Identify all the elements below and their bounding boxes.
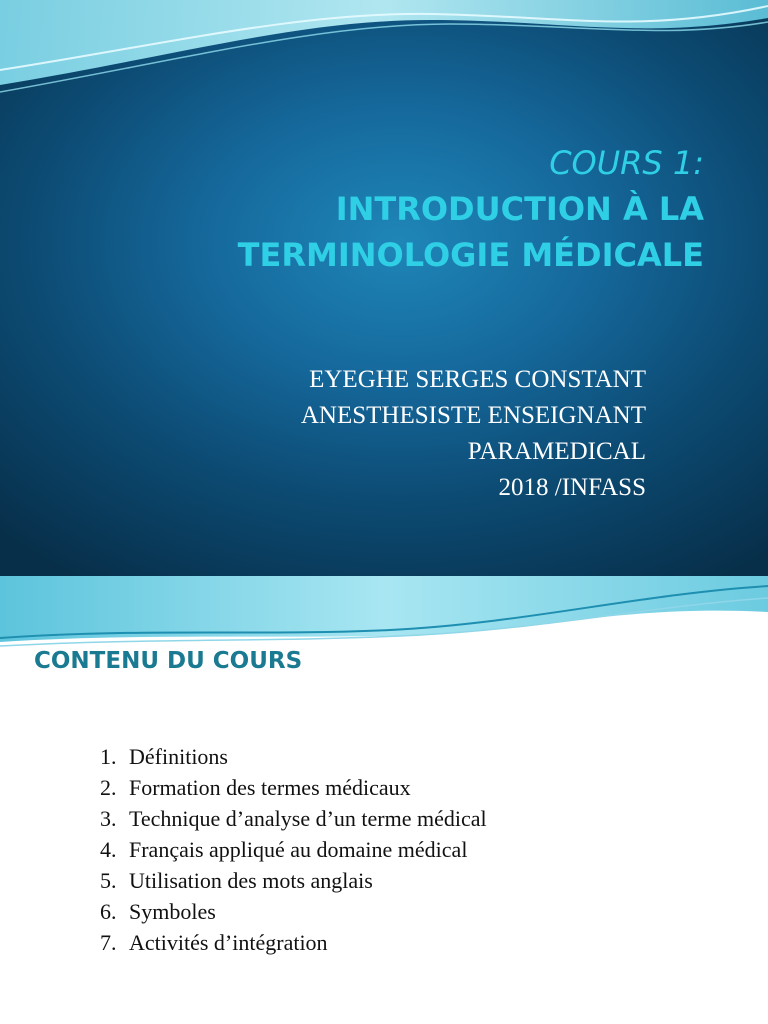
- list-item: 5. Utilisation des mots anglais: [100, 868, 373, 893]
- subtitle-author: EYEGHE SERGES CONSTANT: [309, 366, 646, 393]
- slide-title: [64, 140, 704, 278]
- content-heading: CONTENU DU COURS: [34, 648, 303, 674]
- list-item: 2. Formation des termes médicaux: [100, 775, 411, 800]
- list-item: 6. Symboles: [100, 899, 216, 924]
- title-line-cours: COURS 1:: [549, 144, 704, 182]
- subtitle-year-institute: 2018 /INFASS: [498, 474, 646, 501]
- list-item: 4. Français appliqué au domaine médical: [100, 837, 468, 862]
- header-wave-decoration: [0, 576, 768, 656]
- course-contents-list: [100, 741, 487, 958]
- title-line-terminologie: TERMINOLOGIE MÉDICALE: [237, 236, 704, 274]
- list-item: 3. Technique d’analyse d’un terme médical: [100, 806, 487, 831]
- slide-subtitle: [166, 362, 646, 506]
- list-item: 7. Activités d’intégration: [100, 930, 328, 955]
- top-wave-decoration: [0, 0, 768, 120]
- content-slide: [0, 576, 768, 1024]
- title-line-introduction: INTRODUCTION À LA: [335, 190, 704, 228]
- list-item: 1. Définitions: [100, 744, 228, 769]
- subtitle-role: ANESTHESISTE ENSEIGNANT: [300, 402, 646, 429]
- subtitle-role-cont: PARAMEDICAL: [467, 438, 646, 465]
